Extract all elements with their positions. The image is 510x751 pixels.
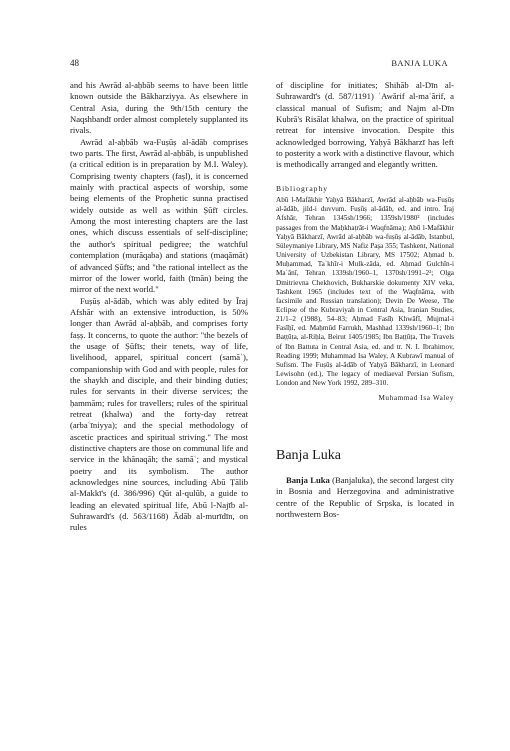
bibliography-heading: Bibliography <box>276 183 329 193</box>
entry-paragraph <box>276 475 454 520</box>
paragraph: and his Awrād al-aḥbāb seems to have been little known outside the Bākharziyya. As elsewhere in Central Asia, during the 9th/15th century the Naqshbandī order almost completely supplanted its rivals. <box>70 80 248 136</box>
right-column <box>276 80 454 520</box>
paragraph: Awrād al-aḥbāb wa-Fuṣūṣ al-ādāb comprises two parts. The first, Awrād al-aḥbāb, is unpublished (a critical edition is in preparation by M.I. Waley). Comprising twenty chapters (faṣl), it is concerned mainly with practical aspects of worship, some being elements of the Prophetic sunna practised widely outside as well as within Ṣūfī circles. Among the most interesting chapters are the last ones, which discuss essentials of self-discipline; the author's spiritual pedigree; the watchful contemplation (murāqaba) and stations (maqāmāt) of advanced Ṣūfīs; and "the rational intellect as the mirror of the lower world, faith (īmān) being the mirror of the next world." <box>70 136 248 295</box>
entry-text: (Banjaluka), the second largest city in Bosnia and Herzegovina and administrative centre of the Republic of Srpska, is located in northwestern Bos- <box>276 475 454 520</box>
paragraph: Fuṣūṣ al-ādāb, which was ably edited by Īraj Afshār with an extensive introduction, is 50% longer than Awrād al-aḥbāb, and comprises forty faṣṣ. It concerns, to quote the author: "the bezels of the usage of Ṣūfīs; their tenets, way of life, livelihood, apparel, spiritual concert (samāʿ), companionship with God and with people, rules for the shaykh and disciple, and their binding duties; rules for servants in their diverse services; the ḥammām; rules for travellers; rules of the spiritual retreat (khalwa) and the forty-day retreat (arbaʿīniyya); and the special methodology of ascetic practices and spiritual striving." The most distinctive chapters are those on communal life and service in the khānaqāh; the samāʿ; and mystical poetry and its symbolism. The author acknowledges nine sources, including Abū Ṭālib al-Makkī's (d. 386/996) Qūt al-qulūb, a guide to leading an elevated spiritual life, Abū l-Najīb al-Suhrawardī's (d. 563/1168) Ādāb al-murīdīn, on rules <box>70 295 248 533</box>
author-byline: Muhammad Isa Waley <box>378 394 454 403</box>
paragraph: of discipline for initiates; Shihāb al-Dīn al-Suhrawardī's (d. 587/1191) ʿAwārif al-maʿārif, a classical manual of Sufism; and Najm al-Dīn Kubrā's Risālat khalwa, on the practice of spiritual retreat for intensive invocation. Despite this acknowledged borrowing, Yaḥyā Bākharzī has left to posterity a work with a distinctive flavour, which is methodically arranged and elegantly written. <box>276 80 454 170</box>
left-column <box>70 80 248 534</box>
running-head: BANJA LUKA <box>391 58 448 68</box>
page-header <box>70 58 448 72</box>
page-number: 48 <box>70 58 79 68</box>
bibliography-text: Abū l-Mafākhir Yaḥyā Bākharzī, Awrād al-aḥbāb wa-Fuṣūṣ al-ādāb, jild-i duvvum. Fuṣūṣ al-ādāb, ed. and intro. Īraj Afshār, Tehran 1345sh/1966; 1359sh/1980² (includes passages from the Maḥkhaṭrāt-i Waqfnāma); Abū l-Mafākhir Yaḥyā Bākharzī, Awrād al-aḥbāb wa-fuṣūṣ al-ādāb, Istanbul, Süleymaniye Library, MS Nafiz Paşa 355; Tashkent, National University of Uzbekistan Library, MS 17502; Aḥmad b. Muḥammad, Taʾkhīr-i Mulk-zāda, ed. Aḥmad Gulchīn-i Maʿānī, Tehran 1339sh/1960–1, 1370sh/1991–2²; Olga Dmitrievna Chekhovich, Bukharskie dokumenty XIV veka, Tashkent 1965 (includes text of the Waqfnāma, with facsimile and Russian translation); Devin De Weese, The Eclipse of the Kubraviyah in Central Asia, Iranian Studies, 21/1–2 (1988), 54–83; Aḥmad Fasīḥ Khwāfī, Mujmal-i Fasīḥī, ed. Maḥmūd Farrukh, Mashhad 1339sh/1960–1; Ibn Baṭṭūṭa, al-Riḥla, Beirut 1405/1985; Ibn Baṭṭūṭa, The Travels of Ibn Battuta in Central Asia, ed. and tr. N. I. Ibrahimov, Reading 1999; Muhammad Isa Waley, A Kubrawī manual of Sufism. The Fuṣūṣ al-ādāb of Yaḥyā Bākharzī, in Leonard Lewisohn (ed.), The legacy of mediaeval Persian Sufism, London and New York 1992, 289–310. <box>276 196 454 388</box>
entry-headword: Banja Luka <box>286 475 330 486</box>
entry-title: Banja Luka <box>276 447 341 463</box>
